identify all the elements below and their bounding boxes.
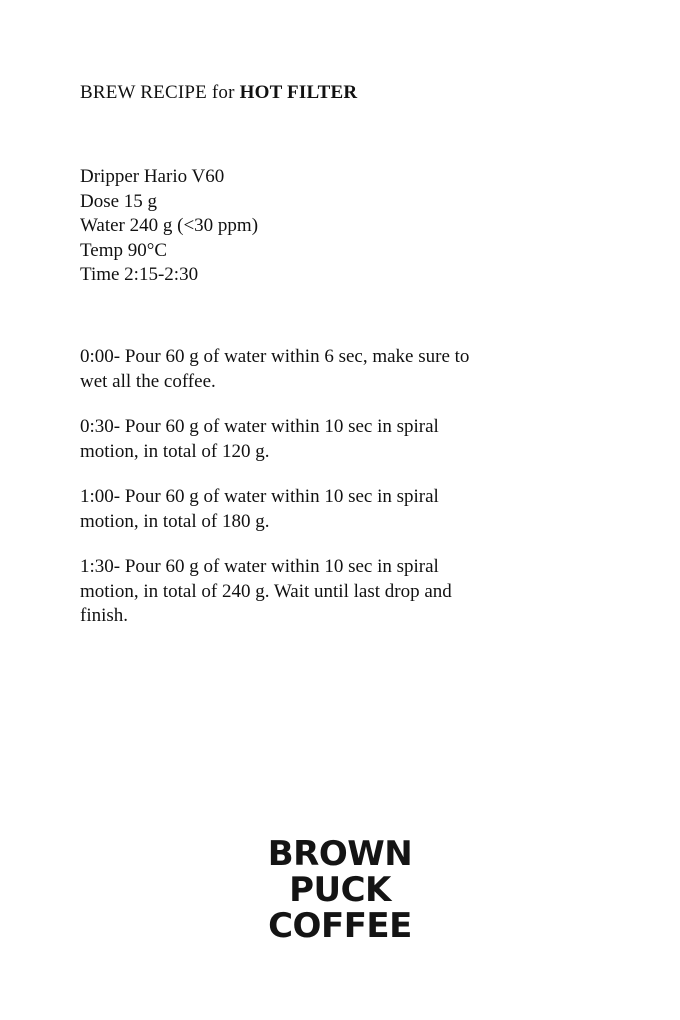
step-1-30: 1:30- Pour 60 g of water within 10 sec in spiral motion, in total of 240 g. Wait until last drop and finish.	[80, 556, 452, 626]
title-prefix: BREW RECIPE for	[80, 82, 235, 103]
brew-specs	[80, 165, 258, 288]
step-0-30: 0:30- Pour 60 g of water within 10 sec in spiral motion, in total of 120 g.	[80, 416, 439, 462]
logo-line-2: PUCK	[289, 870, 391, 910]
brand-logo	[240, 836, 440, 944]
title-emphasis: HOT FILTER	[239, 82, 358, 103]
step-0-00: 0:00- Pour 60 g of water within 6 sec, make sure to wet all the coffee.	[80, 346, 470, 392]
logo-line-3: COFFEE	[268, 906, 412, 946]
spec-time: Time 2:15-2:30	[80, 264, 199, 285]
spec-dripper: Dripper Hario V60	[80, 166, 225, 187]
logo-line-1: BROWN	[267, 834, 413, 874]
brew-steps	[80, 345, 500, 650]
step-1-00: 1:00- Pour 60 g of water within 10 sec in spiral motion, in total of 180 g.	[80, 486, 439, 532]
spec-water: Water 240 g (<30 ppm)	[80, 215, 259, 236]
spec-temp: Temp 90°C	[80, 239, 168, 261]
spec-dose: Dose 15 g	[80, 190, 158, 212]
page-title	[80, 82, 357, 104]
